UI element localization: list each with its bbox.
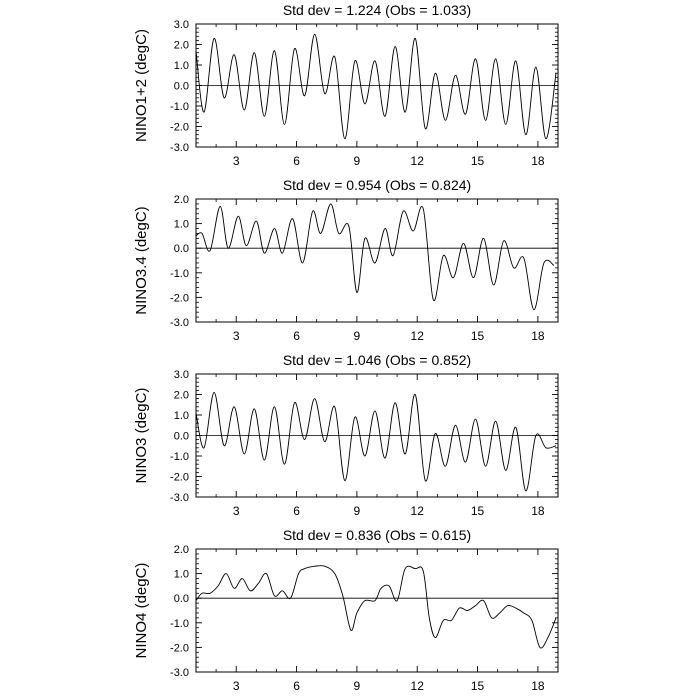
y-tick-label: 3.0 <box>173 369 189 381</box>
y-tick-label: -1.0 <box>170 451 189 463</box>
y-tick-label: -3.0 <box>170 492 189 504</box>
nino3-series-line <box>196 392 556 490</box>
nino4-title: Std dev = 0.836 (Obs = 0.615) <box>282 527 472 543</box>
y-tick-label: 1.0 <box>173 568 189 581</box>
y-tick-label: -2.0 <box>170 292 189 305</box>
x-tick-label: 9 <box>353 154 361 168</box>
nino4-plot-frame <box>196 549 558 672</box>
y-tick-label: -2.0 <box>170 642 189 655</box>
x-tick-label: 18 <box>531 329 545 343</box>
x-tick-label: 3 <box>232 154 240 168</box>
x-tick-label: 3 <box>232 679 240 693</box>
x-tick-label: 6 <box>293 154 300 168</box>
nino34-y-axis-label: NINO3.4 (degC) <box>133 206 150 315</box>
y-tick-label: 2.0 <box>173 544 189 556</box>
nino34-series-line <box>196 204 554 310</box>
y-tick-label: -3.0 <box>170 667 189 679</box>
y-tick-label: 3.0 <box>173 19 189 31</box>
x-tick-label: 9 <box>353 679 361 693</box>
x-tick-label: 15 <box>470 504 485 518</box>
y-tick-label: 2.0 <box>173 389 189 402</box>
y-tick-label: 0.0 <box>173 593 189 606</box>
x-tick-label: 3 <box>232 504 240 518</box>
y-tick-label: 1.0 <box>173 410 189 422</box>
nino34-plot-frame <box>196 199 558 322</box>
y-tick-label: 0.0 <box>173 243 189 256</box>
y-tick-label: -1.0 <box>170 617 189 630</box>
y-tick-label: -2.0 <box>170 471 189 484</box>
nino4-y-axis-label: NINO4 (degC) <box>133 562 150 659</box>
y-tick-label: -3.0 <box>170 317 189 329</box>
x-tick-label: 15 <box>470 154 485 168</box>
y-tick-label: -3.0 <box>170 142 189 154</box>
x-tick-label: 12 <box>410 329 424 343</box>
nino4-series-line <box>196 566 556 648</box>
x-tick-label: 6 <box>293 504 300 518</box>
x-tick-label: 12 <box>410 679 424 693</box>
x-tick-label: 18 <box>531 679 545 693</box>
y-tick-label: 1.0 <box>173 60 189 72</box>
nino4-panel <box>133 527 558 693</box>
nino3-panel <box>133 352 558 518</box>
y-tick-label: -1.0 <box>170 267 189 280</box>
x-tick-label: 12 <box>410 504 424 518</box>
nino34-title: Std dev = 0.954 (Obs = 0.824) <box>282 177 472 193</box>
y-tick-label: -1.0 <box>170 101 189 113</box>
y-tick-label: -2.0 <box>170 121 189 134</box>
x-tick-label: 9 <box>353 329 361 343</box>
y-tick-label: 0.0 <box>173 430 189 443</box>
x-tick-label: 18 <box>531 504 545 518</box>
y-tick-label: 2.0 <box>173 39 189 52</box>
nino3-y-axis-label: NINO3 (degC) <box>133 387 150 484</box>
x-tick-label: 12 <box>410 154 424 168</box>
nino12-y-axis-label: NINO1+2 (degC) <box>133 29 150 142</box>
x-tick-label: 6 <box>293 679 300 693</box>
nino3-title: Std dev = 1.046 (Obs = 0.852) <box>282 352 472 368</box>
x-tick-label: 18 <box>531 154 545 168</box>
nino34-panel <box>133 177 558 343</box>
nino12-title: Std dev = 1.224 (Obs = 1.033) <box>282 2 472 18</box>
x-tick-label: 15 <box>470 679 485 693</box>
x-tick-label: 9 <box>353 504 361 518</box>
y-tick-label: 1.0 <box>173 218 189 231</box>
y-tick-label: 2.0 <box>173 194 189 206</box>
nino12-panel <box>133 2 558 168</box>
y-tick-label: 0.0 <box>173 80 189 93</box>
nino12-series-line <box>196 34 556 139</box>
x-tick-label: 6 <box>293 329 300 343</box>
x-tick-label: 15 <box>470 329 485 343</box>
x-tick-label: 3 <box>232 329 240 343</box>
